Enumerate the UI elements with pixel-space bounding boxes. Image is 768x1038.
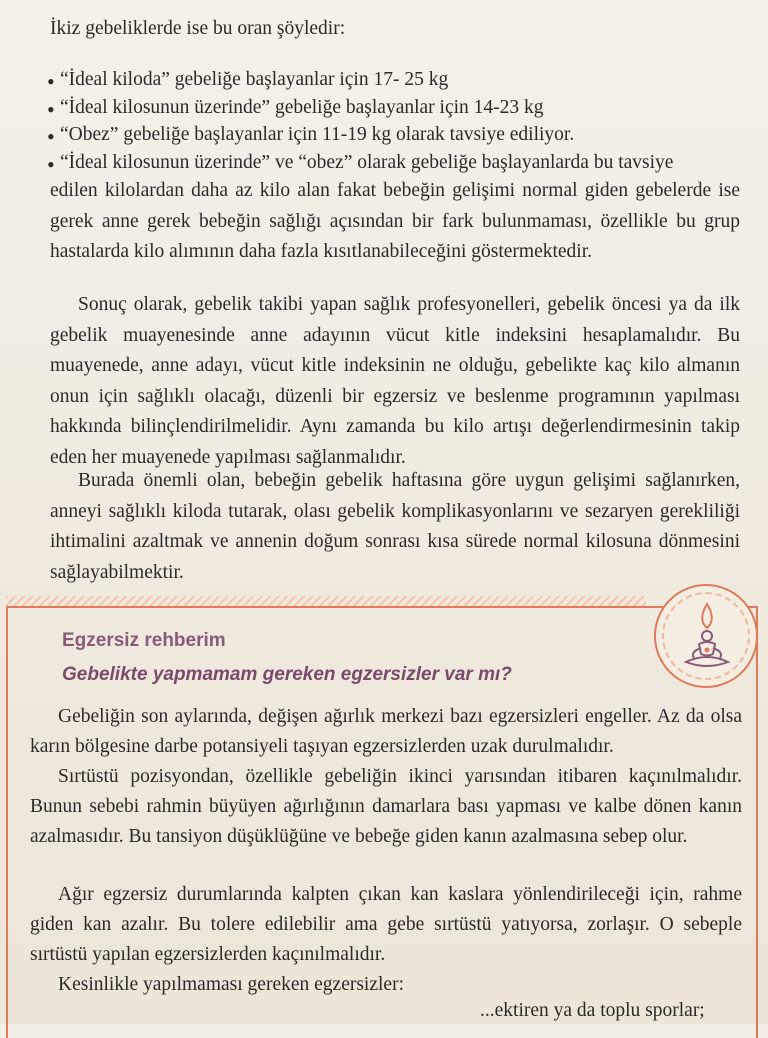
box-subtitle: Gebelikte yapmamam gereken egzersizler var mı? bbox=[62, 664, 512, 685]
box-paragraph: Gebeliğin son aylarında, değişen ağırlık merkezi bazı egzersizleri engeller. Az da olsa karın bölgesine darbe potansiyeli taşıyan egzersizlerden uzak durulmalıdır. bbox=[30, 706, 742, 757]
bullet-icon: • bbox=[47, 124, 55, 149]
box-hatch-border bbox=[6, 596, 646, 606]
meditating-figure-icon bbox=[672, 600, 742, 674]
box-title: Egzersiz rehberim bbox=[62, 630, 226, 651]
bullet-continuation: edilen kilolardan daha az kilo alan fakat bebeğin gelişimi normal giden gebelerde ise gerek anne gerek bebeğin sağlığı açısından bir fark bulunmaması, özellikle bu grup hastalarda kilo alımının daha fazla kısıtlanabileceğini göstermektedir. bbox=[50, 180, 740, 262]
paragraph-importance: Burada önemli olan, bebeğin gebelik haftasına göre uygun gelişimi sağlanırken, anneyi sağlıklı kiloda tutarak, olası gebelik komplikasyonlarını ve sezaryen gerekliliği ihtimalini azaltmak ve annenin doğum sonrası kısa sürede normal kilosuna dönmesini sağlayabilmektir. bbox=[50, 470, 740, 583]
bullet-icon: • bbox=[47, 151, 55, 177]
box-paragraph: Sırtüstü pozisyondan, özellikle gebeliğin ikinci yarısından itibaren kaçınılmalıdır. Bunun sebebi rahmin büyüyen ağırlığının damarlara bası yapması ve kalbe dönen kanın azalmasıdır. Bu tansiyon düşüklüğüne ve bebeğe giden kanın azalmasına sebep olur. bbox=[30, 766, 742, 847]
intro-line: İkiz gebeliklerde ise bu oran şöyledir: bbox=[50, 18, 346, 39]
weight-gain-list bbox=[47, 66, 750, 177]
box-paragraph: Kesinlikle yapılmaması gereken egzersizler: bbox=[58, 974, 404, 995]
list-item: • “Obez” gebeliğe başlayanlar için 11-19 kg olarak tavsiye ediliyor. bbox=[47, 124, 575, 149]
paragraph-conclusion: Sonuç olarak, gebelik takibi yapan sağlık profesyonelleri, gebelik öncesi ya da ilk gebelik muayenesinde anne adayının vücut kitle indeksini hesaplamalıdır. Bu muayenede, anne adayı, vücut kitle indeksinin ne olduğu, gebelikte kaç kilo almanın onun için sağlıklı olacağı, düzenli bir egzersiz ve beslenme programının yapılması hakkında bilinçlendirilmelidir. Aynı zamanda bu kilo artışı değerlendirmesinin takip eden her muayenede yapılması sağlanmalıdır. bbox=[50, 294, 740, 468]
emblem bbox=[654, 584, 758, 688]
list-item: • “İdeal kiloda” gebeliğe başlayanlar için 17- 25 kg bbox=[47, 69, 449, 94]
list-item: • “İdeal kilosunun üzerinde” gebeliğe başlayanlar için 14-23 kg bbox=[47, 96, 544, 122]
list-item: • “İdeal kilosunun üzerinde” ve “obez” olarak gebeliğe başlayanlarda bu tavsiye bbox=[47, 151, 674, 177]
cutoff-line: ...ektiren ya da toplu sporlar; bbox=[480, 1000, 705, 1021]
box-paragraph: Ağır egzersiz durumlarında kalpten çıkan kan kaslara yönlendirileceği için, rahme giden kan azalır. Bu tolere edilebilir ama gebe sırtüstü yatıyorsa, zorlaşır. O sebeple sırtüstü yapılan egzersizlerden kaçınılmalıdır. bbox=[30, 884, 742, 965]
bullet-icon: • bbox=[47, 69, 55, 94]
bullet-icon: • bbox=[47, 96, 55, 122]
